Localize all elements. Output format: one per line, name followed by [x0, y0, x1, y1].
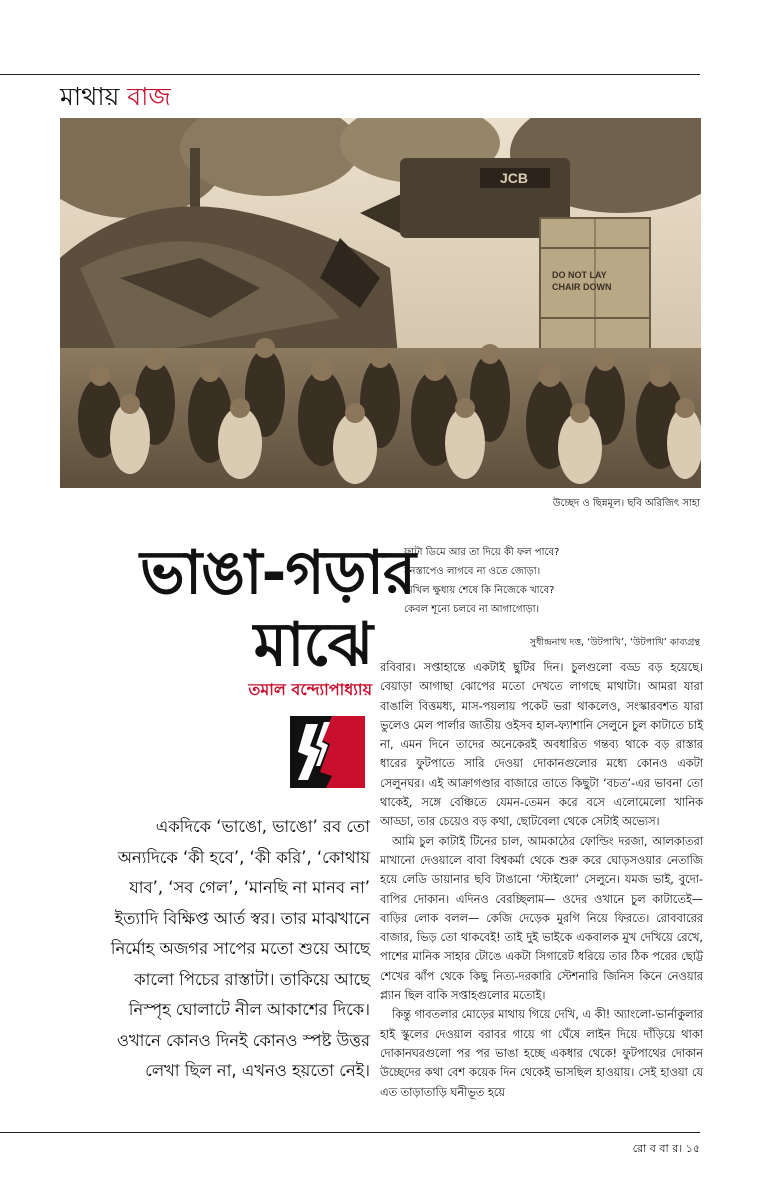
cover-photo [60, 118, 701, 488]
photo-sign-line1: DO NOT LAY [552, 270, 607, 280]
body-paragraph: কিন্তু গাবতলার মোড়ের মাথায় গিয়ে দেখি, এ কী! অ্যাংলো-ভার্নাকুলার হাই স্কুলের দেওয়াল বরাবর গায়ে গা ঘেঁষে লাইন দিয়ে দাঁড়িয়ে থাকা দোকানঘরগুলো পর পর ভাঙা হচ্ছে একধার থেকে! ফুটপাথের দোকান উচ্ছেদের কথা বেশ কয়েক দিন থেকেই ভাসছিল হাওয়ায়। সেই হাওয়া যে এত তাড়াতাড়ি ঘনীভূত হয়ে [380, 1008, 703, 1099]
page-folio: রো ব বা র। ১৫ [632, 1142, 700, 1155]
epigraph-poem [404, 543, 559, 619]
photo-brand-text: JCB [500, 170, 529, 186]
demolition-photo-illustration [60, 118, 701, 488]
poem-line: ফাটা ডিমে আর তা দিয়ে কী ফল পাবে? [404, 547, 560, 558]
section-label-accent: বাজ [127, 82, 171, 111]
headline-line-1: ভাঙা-গড়ার [140, 538, 415, 608]
poem-line: কেবল শূন্যে চলবে না আগাগোড়া। [404, 604, 540, 615]
poem-credit: সুধীন্দ্রনাথ দত্ত, ‘উটপাখি’, ‘উটপাখি’ কাব্যগ্রন্থ [529, 637, 700, 648]
body-paragraph: রবিবার। সপ্তাহান্তে একটাই ছুটির দিন। চুলগুলো বড্ড বড় হয়েছে। বেয়াড়া আগাছা ঝোপের মতো দেখতে লাগছে মাথাটা। আমরা যারা বাঙালি বিত্তমধ্য, মাস-পয়লায় পকেট ভরা থাকলেও, সংস্কারবশত যারা ভুলেও মেল পার্লার জাতীয় ওইসব হাল-ফ্যাশানি সেলুনে চুল কাটাতে চাই না, এমন দিনে তাদের অনেকেরই অবধারিত গন্তব্য থাকে বড় রাস্তার ধারের ফুটপাতে সারি দেওয়া দোকানগুলোর মধ্যে কোনও একটা সেলুনঘর। এই আক্রাগণ্ডার বাজারে তাতে কিছুটা ‘বচত’-এর ভাবনা তো থাকেই, সঙ্গে বেঞ্চিতে যেমন-তেমন করে বসে এলোমেলো খানিক আড্ডা, তার চেয়েও বড় কথা, ছোটবেলা থেকে সেটাই অভ্যেস। [380, 661, 703, 829]
photo-caption: উচ্ছেদ ও ছিন্নমূল। ছবি অরিজিৎ সাহা [552, 498, 700, 509]
article-body [380, 658, 703, 1102]
bottom-rule [0, 1132, 700, 1133]
pull-quote: একদিকে ‘ভাঙো, ভাঙো’ রব তো অন্যদিকে ‘কী হবে’, ‘কী করি’, ‘কোথায় যাব’, ‘সব গেল’, ‘মানছি না মানব না’ ইত্যাদি বিক্ষিপ্ত আর্ত স্বর। তার মাঝখানে নির্মোহ অজগর সাপের মতো শুয়ে আছে কালো পিচের রাস্তাটা। তাকিয়ে আছে নিস্পৃহ ঘোলাটে নীল আকাশের দিকে। ওখানে কোনও দিনই কোনও স্পষ্ট উত্তর লেখা ছিল না, এখনও হয়তো নেই। [110, 817, 370, 1080]
poem-line: মনস্তাপেও লাগবে না ওতে জোড়া। [404, 566, 541, 577]
section-label [60, 80, 171, 114]
body-paragraph: আমি চুল কাটাই টিনের চাল, আমকাঠের ফোল্ডিং দরজা, আলকাতরা মাখানো দেওয়ালে বাবা বিশ্বকর্মা থেকে শুরু করে ঘোড়সওয়ার নেতাজি হয়ে লেডি ডায়ানার ছবি টাঙানো ‘স্টাইলো’ সেলুনে। যমজ ভাই, বুদো-বাপির দোকান। এদিনও বেরচ্ছিলাম— ওদের ওখানে চুল কাটাতেই— বাড়ির লোক বলল— কেজি দেড়েক মুরগি নিয়ে ফিরতে। রোববারের বাজার, ভিড় তো থাকবেই! তাই দুই ভাইকে একবালক মুখ দেখিয়ে রেখে, পাশের মানিক সাহার টোঙে একটা সিগারেট ধরিয়ে তার ঠিক পরের ছোট্ট শেখের ঝাঁপ থেকে কিছু নিত্য-দরকারি স্টেশনারি জিনিস কিনে নেওয়ার প্ল্যান ছিল বাকি সপ্তাহগুলোর মতোই। [380, 834, 703, 1003]
top-rule [0, 74, 700, 75]
poem-line: অখিল ক্ষুধায় শেষে কি নিজেকে খাবে? [404, 585, 555, 596]
author-byline: তমাল বন্দ্যোপাধ্যায় [248, 680, 372, 699]
headline-line-2: মাঝে [253, 610, 372, 680]
photo-sign-line2: CHAIR DOWN [552, 282, 612, 292]
column-logo-icon [290, 716, 365, 788]
section-label-prefix: মাথায় [60, 82, 120, 111]
